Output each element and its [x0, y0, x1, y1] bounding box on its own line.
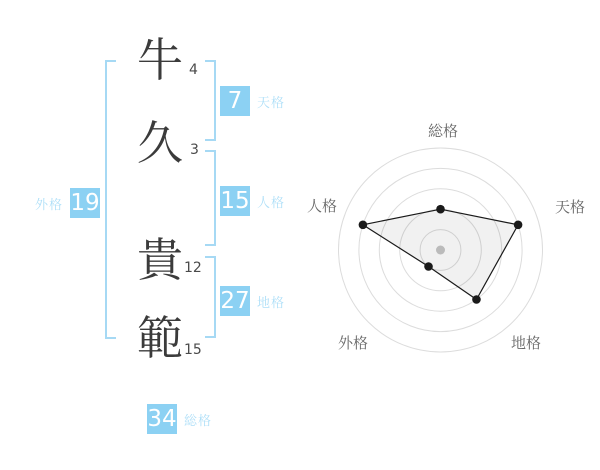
name-char-3: 貴 — [137, 233, 183, 287]
tenkaku-score — [220, 86, 285, 116]
chikaku-score — [220, 286, 285, 316]
tenkaku-label: 天格 — [257, 95, 286, 111]
radar-vertex-dot — [436, 205, 445, 214]
stroke-count-1: 4 — [189, 62, 198, 78]
name-char-1: 牛 — [137, 33, 183, 87]
jinkaku-score — [220, 186, 285, 216]
soukaku-score — [147, 404, 212, 434]
jinkaku-label: 人格 — [257, 195, 286, 211]
soukaku-value: 34 — [147, 406, 177, 432]
radar-axis-label: 外格 — [337, 334, 369, 352]
stroke-count-2: 3 — [190, 142, 199, 158]
soukaku-label: 総格 — [184, 413, 213, 429]
radar-grid-ring — [339, 148, 543, 352]
radar-vertex-dot — [424, 262, 433, 271]
gaikaku-label: 外格 — [35, 197, 64, 213]
radar-center-dot — [436, 246, 445, 255]
radar-grid-ring — [359, 168, 522, 331]
radar-grid-ring — [379, 189, 501, 311]
stroke-count-4: 15 — [184, 342, 202, 358]
tenkaku-bracket — [205, 60, 216, 141]
radar-grid-ring — [400, 209, 482, 291]
radar-axis-label: 総格 — [427, 122, 459, 140]
jinkaku-bracket — [205, 150, 216, 246]
tenkaku-value: 7 — [220, 86, 250, 116]
gaikaku-bracket — [105, 60, 116, 339]
radar-vertex-dot — [472, 295, 481, 304]
name-char-4: 範 — [137, 311, 183, 365]
radar-axis-label: 地格 — [510, 334, 542, 352]
radar-polygon — [363, 209, 518, 299]
chikaku-bracket — [205, 256, 216, 338]
radar-axis-label: 天格 — [554, 198, 586, 216]
radar-axis-label: 人格 — [306, 197, 338, 215]
gaikaku-score — [35, 188, 100, 218]
radar-grid-ring — [420, 230, 461, 271]
name-char-2: 久 — [137, 116, 183, 170]
radar-vertex-dot — [514, 220, 523, 229]
gaikaku-value: 19 — [70, 190, 100, 216]
chikaku-label: 地格 — [257, 295, 286, 311]
stroke-count-3: 12 — [184, 260, 202, 276]
radar-vertex-dot — [359, 220, 368, 229]
jinkaku-value: 15 — [220, 188, 250, 214]
chikaku-value: 27 — [220, 288, 250, 314]
